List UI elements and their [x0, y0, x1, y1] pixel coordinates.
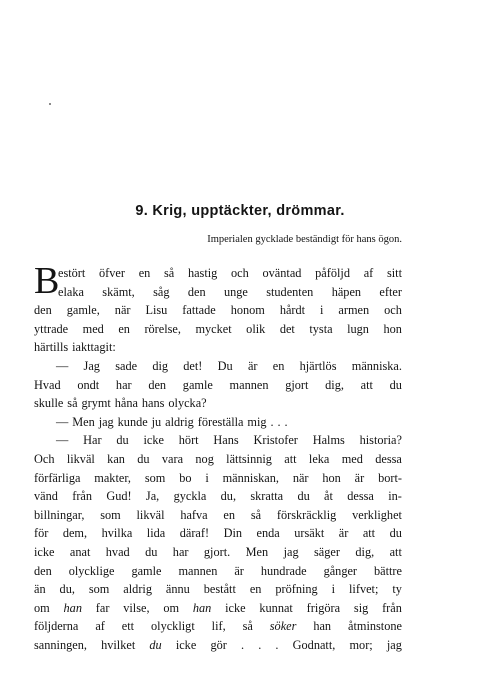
word: när [292, 470, 309, 485]
word: däraf! [179, 526, 210, 541]
word: i [205, 470, 209, 485]
word: icke [225, 600, 246, 615]
word: du, [220, 489, 237, 504]
word: lida [146, 526, 166, 541]
word: olik [246, 321, 266, 336]
word: när [114, 303, 131, 318]
text-line [34, 471, 402, 490]
word: sade [115, 358, 138, 373]
word: gånger [323, 563, 358, 578]
word: hvilket [101, 637, 136, 652]
text-line [34, 564, 402, 583]
word: unge [223, 284, 248, 299]
word: så [164, 266, 175, 280]
word: dig [152, 358, 169, 373]
word: åt [324, 489, 333, 504]
word: Jag [83, 358, 100, 373]
word: i [320, 303, 324, 318]
word: skratta [250, 489, 284, 504]
word: hafva [180, 507, 208, 522]
word: från [382, 600, 402, 615]
word: Hvad [34, 377, 61, 392]
word: den [34, 303, 52, 318]
text-line [34, 619, 402, 638]
word: rörelse, [144, 321, 181, 336]
word: såg [153, 284, 170, 299]
word: nog [195, 451, 214, 466]
word: du [389, 526, 402, 541]
word: gamle [131, 563, 162, 578]
word: likväl [136, 507, 165, 522]
word: häpen [331, 284, 362, 299]
word: hastig [187, 266, 218, 280]
word: ett [121, 619, 135, 634]
word: du [116, 433, 129, 448]
word: efter [379, 284, 402, 299]
word: en [272, 358, 285, 373]
word: den [148, 377, 167, 392]
word: armen [338, 303, 370, 318]
word: sitt [386, 266, 402, 280]
word: lättsinnig [226, 451, 272, 466]
text-line [34, 452, 402, 471]
word: som [100, 507, 121, 522]
word: du [149, 637, 162, 652]
word: frigöra [306, 600, 341, 615]
word: skulle [34, 396, 64, 411]
word: gyckla [173, 489, 207, 504]
word: historia? [359, 433, 402, 448]
word: för [34, 526, 49, 541]
word: du [389, 377, 402, 392]
text-line [34, 303, 402, 322]
word: en [138, 266, 151, 280]
word: ju [151, 414, 162, 429]
text-line [34, 638, 402, 657]
word: Lisu [145, 303, 168, 318]
word: gamle, [66, 303, 100, 318]
word: vilse, [123, 600, 150, 615]
word: dem, [62, 526, 88, 541]
word: lugn [347, 321, 369, 336]
chapter-title: 9. Krig, upptäckter, drömmar. [135, 203, 345, 219]
word: mor; [349, 637, 373, 652]
text-line [34, 601, 402, 620]
word: honom [230, 303, 265, 318]
word: icke [143, 433, 164, 448]
drop-cap: B [34, 260, 60, 302]
text-line [34, 545, 402, 564]
word: härtills [34, 340, 69, 355]
text-line [34, 582, 402, 601]
text-line [34, 489, 402, 508]
word: olycka? [168, 396, 207, 411]
word: elaka [58, 284, 84, 299]
word: icke [175, 637, 197, 652]
word: hon [383, 321, 402, 336]
text-line [34, 508, 402, 527]
word: att [362, 526, 376, 541]
word: och [384, 303, 402, 318]
word: ty [392, 582, 402, 597]
text-line [34, 433, 402, 452]
word: du [137, 451, 150, 466]
word: aldrig [165, 414, 194, 429]
word: . [270, 414, 274, 429]
word: vänd [34, 489, 58, 504]
word: så [67, 396, 78, 411]
text-line [34, 340, 402, 359]
word: hårdt [279, 303, 306, 318]
word: i [331, 582, 336, 597]
word: mannen [229, 377, 269, 392]
word: in- [388, 489, 402, 504]
word: som [88, 582, 110, 597]
word: har [115, 377, 132, 392]
word: Gud! [106, 489, 132, 504]
word: har [172, 544, 189, 559]
word: jag [98, 414, 114, 429]
word: . [258, 637, 262, 652]
word: hvad [105, 544, 130, 559]
word: en [118, 321, 130, 336]
word: leka [308, 451, 330, 466]
word: estört [58, 266, 86, 280]
word: håna [114, 396, 138, 411]
word: dig, [325, 377, 344, 392]
word: tysta [309, 321, 333, 336]
word: Du [217, 358, 233, 373]
word: iakttagit: [72, 340, 116, 355]
word: anat [69, 544, 91, 559]
word: bestått [203, 582, 236, 597]
word: med [341, 451, 363, 466]
word: Ja, [145, 489, 160, 504]
word: gör [210, 637, 227, 652]
word: . [240, 637, 245, 652]
word: Godnatt, [292, 637, 336, 652]
word: hvilka [101, 526, 133, 541]
word: skämt, [102, 284, 135, 299]
word: bättre [373, 563, 402, 578]
word: hans [141, 396, 165, 411]
word: . [275, 637, 279, 652]
word: pröfning [275, 582, 318, 597]
word: mycket [195, 321, 232, 336]
word: Din [223, 526, 243, 541]
text-line [34, 285, 402, 304]
word: med [82, 321, 104, 336]
word: föreställa [197, 414, 244, 429]
word: att [389, 544, 402, 559]
word: billningar, [34, 507, 85, 522]
word: så [242, 619, 253, 634]
word: . [284, 414, 288, 429]
word: bort- [378, 470, 402, 485]
word: åtminstone [348, 619, 402, 634]
word: är [247, 358, 258, 373]
page-speck [49, 103, 51, 105]
text-line [34, 322, 402, 341]
text-line [34, 266, 402, 285]
word: icke [34, 544, 55, 559]
word: du [297, 489, 310, 504]
word: far [95, 600, 110, 615]
word: det! [183, 358, 203, 373]
word: af [95, 619, 105, 634]
word: han [192, 600, 212, 615]
word: grymt [81, 396, 111, 411]
word: att [284, 451, 297, 466]
text-line [34, 526, 402, 545]
word: följderna [34, 619, 79, 634]
word: ursäkt [294, 526, 325, 541]
word: påföljd [315, 266, 350, 280]
word: . [277, 414, 281, 429]
word: gjort [285, 377, 309, 392]
word: jag [283, 544, 299, 559]
word: människan, [222, 470, 279, 485]
word: jag [386, 637, 402, 652]
word: oväntad [262, 266, 302, 280]
body-text [34, 266, 402, 656]
word: är [338, 526, 349, 541]
word: gjort. [203, 544, 231, 559]
word: enda [256, 526, 280, 541]
word: att [360, 377, 373, 392]
word: mig [247, 414, 267, 429]
word: är [234, 563, 244, 578]
word: hjärtlös [299, 358, 337, 373]
word: söker [269, 619, 297, 634]
word: om [163, 600, 180, 615]
word: hundrade [260, 563, 307, 578]
word: af [363, 266, 374, 280]
word: Men [72, 414, 95, 429]
word: Halms [312, 433, 345, 448]
word: dig, [355, 544, 375, 559]
word: — [56, 433, 69, 448]
word: yttrade [34, 321, 69, 336]
word: förfärliga [34, 470, 81, 485]
word: hört [178, 433, 199, 448]
word: den [187, 284, 206, 299]
word: han [63, 600, 82, 615]
word: fattade [182, 303, 216, 318]
word: är [354, 470, 365, 485]
word: än [34, 582, 46, 597]
word: och [231, 266, 249, 280]
word: människa. [351, 358, 402, 373]
text-line [34, 396, 402, 415]
word: Har [83, 433, 102, 448]
word: öfver [99, 266, 125, 280]
word: kan [107, 451, 125, 466]
word: makter, [94, 470, 132, 485]
word: ännu [165, 582, 190, 597]
word: en [223, 507, 236, 522]
word: bo [179, 470, 192, 485]
word: mannen [178, 563, 218, 578]
word: Kristofer [253, 433, 298, 448]
word: verklighet [352, 507, 402, 522]
word: — [56, 414, 69, 429]
word: olyckligt [151, 619, 195, 634]
word: lifvet; [349, 582, 379, 597]
text-line [34, 415, 402, 434]
word: om [34, 600, 50, 615]
word: som [144, 470, 166, 485]
word: från [72, 489, 93, 504]
word: lif, [211, 619, 226, 634]
word: sig [353, 600, 369, 615]
word: — [56, 358, 69, 373]
word: så [250, 507, 262, 522]
word: förskräcklig [276, 507, 337, 522]
word: han [313, 619, 332, 634]
text-line [34, 359, 402, 378]
word: du [145, 544, 158, 559]
word: dessa [347, 489, 374, 504]
word: aldrig [123, 582, 152, 597]
word: hon [322, 470, 341, 485]
word: en [249, 582, 262, 597]
word: Och [34, 451, 55, 466]
word: gamle [182, 377, 213, 392]
word: det [279, 321, 295, 336]
word: studenten [266, 284, 314, 299]
word: den [34, 563, 52, 578]
word: du, [59, 582, 75, 597]
word: sanningen, [34, 637, 87, 652]
word: Hans [213, 433, 239, 448]
word: dessa [375, 451, 402, 466]
word: säger [314, 544, 340, 559]
word: vara [161, 451, 184, 466]
word: olycklige [68, 563, 115, 578]
word: Men [245, 544, 269, 559]
chapter-epigraph: Imperialen gycklade beständigt för hans ögon. [207, 234, 402, 245]
word: ondt [77, 377, 100, 392]
word: kunnat [259, 600, 293, 615]
text-line [34, 378, 402, 397]
word: kunde [117, 414, 148, 429]
word: likväl [66, 451, 95, 466]
